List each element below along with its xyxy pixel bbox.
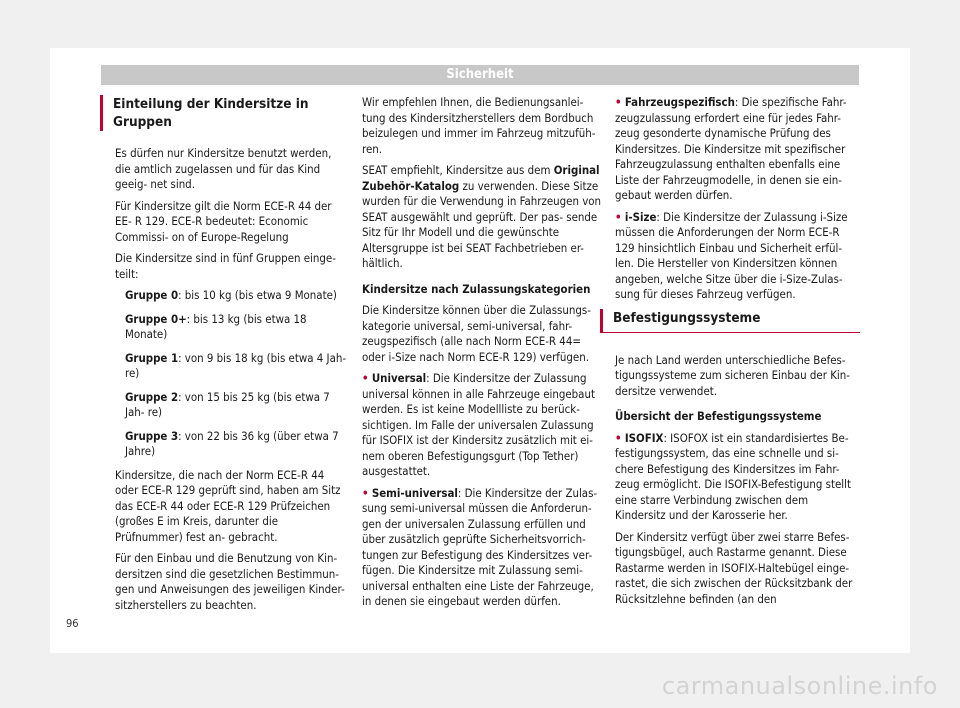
paragraph: Der Kindersitz verfügt über zwei starre Befes- tigungsbügel, auch Rastarme genannt. Diese Rastarme werden in ISOFIX-Haltebügel einge- rastet, die sich zwischen der Rücksitzbank der Rücksitzlehne befinden (an den (615, 529, 853, 606)
group-item: Gruppe 1: von 9 bis 18 kg (bis etwa 4 Jah- re) (125, 350, 347, 380)
section-title-befestigungssysteme: Befestigungssysteme (600, 309, 860, 333)
group-item: Gruppe 2: von 15 bis 25 kg (bis etwa 7 Jah- re) (125, 389, 330, 419)
bullet-icon: • (362, 485, 369, 500)
paragraph: Kindersitze, die nach der Norm ECE-R 44 oder ECE-R 129 geprüft sind, haben am Sitz das ECE-R 44 oder ECE-R 129 Prüfzeichen (großes E im Kreis, darunter die Prüfnummer) fest an- gebracht. (115, 467, 341, 544)
page-number: 96 (66, 617, 79, 630)
watermark-logo: carmanualsonline.info (661, 672, 938, 700)
group-item: Gruppe 0: bis 10 kg (bis etwa 9 Monate) (125, 288, 337, 302)
paragraph: Die Kindersitze können über die Zulassungs- kategorie universal, semi-universal, fahr- zeugspezifisch (alle nach Norm ECE-R 44= oder i-Size nach Norm ECE-R 129) verfügen. (362, 303, 591, 364)
group-item: Gruppe 0+: bis 13 kg (bis etwa 18 Monate) (125, 311, 307, 341)
paragraph: Wir empfehlen Ihnen, die Bedienungsanlei- tung des Kindersitzherstellers dem Bordbuch beizulegen und immer im Fahrzeug mitzufüh- ren. (362, 95, 596, 156)
bullet-item: • Universal: Die Kindersitze der Zulassung universal können in alle Fahrzeuge eingebaut werden. Es ist keine Modellliste zu berück- sichtigen. Im Falle der universalen Zulassung für ISOFIX ist der Kindersitz zusätzlich mit ei- nem oberen Befestigungsgurt (Top Tether) ausgestattet. (362, 371, 595, 478)
paragraph: Die Kindersitze sind in fünf Gruppen einge- teilt: (115, 251, 336, 281)
bullet-icon: • (615, 95, 622, 109)
bullet-icon: • (615, 209, 622, 224)
bullet-item: • Semi-universal: Die Kindersitze der Zulas- sung semi-universal müssen die Anforderun- gen der universalen Zulassung erfüllen und über zusätzlich geprüfte Sicherheitsvorrich- tungen zur Befestigung des Kindersitzes ver- fügen. Die Kindersitze mit Zulassung semi- universal enthalten eine Liste der Fahrzeuge, in denen sie eingebaut werden dürfen. (362, 485, 598, 608)
bullet-item: • i-Size: Die Kindersitze der Zulassung i-Size müssen die Anforderungen der Norm ECE-R 129 hinsichtlich Einbau und Sicherheit erfül- len. Die Hersteller von Kindersitzen können angeben, welche Sitze über die i-Size-Zulas- sung für dieses Fahrzeug verfügen. (615, 209, 848, 301)
paragraph: Je nach Land werden unterschiedliche Befes- tigungssysteme zum sicheren Einbau der Kin- dersitze verwendet. (615, 352, 850, 398)
column-right (615, 95, 860, 613)
subheading-zulassungskategorien: Kindersitze nach Zulassungskategorien (362, 281, 591, 296)
original-zubehoer-katalog: Original Zubehör-Katalog (362, 163, 600, 193)
bullet-item: • ISOFIX: ISOFOX ist ein standardisiertes Be- festigungssystem, das eine schnelle und si- chere Befestigung des Kindersitzes im Fahr- zeug ermöglicht. Die ISOFIX-Befestigung stellt eine starre Verbindung zwischen dem Kindersitz und der Karosserie her. (615, 430, 852, 522)
chapter-header: Sicherheit (101, 65, 859, 85)
group-item: Gruppe 3: von 22 bis 36 kg (über etwa 7 Jahre) (125, 428, 339, 458)
bullet-item: • Fahrzeugspezifisch: Die spezifische Fahr- zeugzulassung erfordert eine für jedes Fahr- zeug gesonderte dynamische Prüfung des Kindersitzes. Die Kindersitze mit spezifischer Fahrzeugzulassung enthalten ebenfalls eine Liste der Fahrzeugmodelle, in denen sie ein- gebaut werden dürfen. (615, 95, 847, 202)
bullet-icon: • (615, 430, 622, 445)
paragraph: SEAT empfiehlt, Kindersitze aus dem Original Zubehör-Katalog zu verwenden. Diese Sitze wurden für die Verwendung in Fahrzeugen von SEAT ausgewählt und geprüft. Der pas- sende Sitz für Ihr Modell und die gewünschte Altersgruppe ist bei SEAT Fachbetrieben er- hältlich. (362, 163, 602, 270)
paragraph: Für Kindersitze gilt die Norm ECE-R 44 der EE- R 129. ECE-R bedeutet: Economic Commissi- on of Europe-Regelung (115, 198, 332, 244)
section-title-kindersitze-gruppen: Einteilung der Kindersitze in Gruppen (100, 95, 347, 131)
column-middle (362, 95, 602, 616)
paragraph: Für den Einbau und die Benutzung von Kin- dersitzen sind die gesetzlichen Bestimmun- gen und Anweisungen des jeweiligen Kinder- sitzherstellers zu beachten. (115, 551, 345, 612)
paragraph: Es dürfen nur Kindersitze benutzt werden, die amtlich zugelassen und für das Kind geeig- net sind. (115, 146, 332, 191)
bullet-icon: • (362, 371, 369, 385)
column-left (115, 95, 347, 619)
subheading-befestigungssysteme: Übersicht der Befestigungssysteme (615, 409, 822, 423)
